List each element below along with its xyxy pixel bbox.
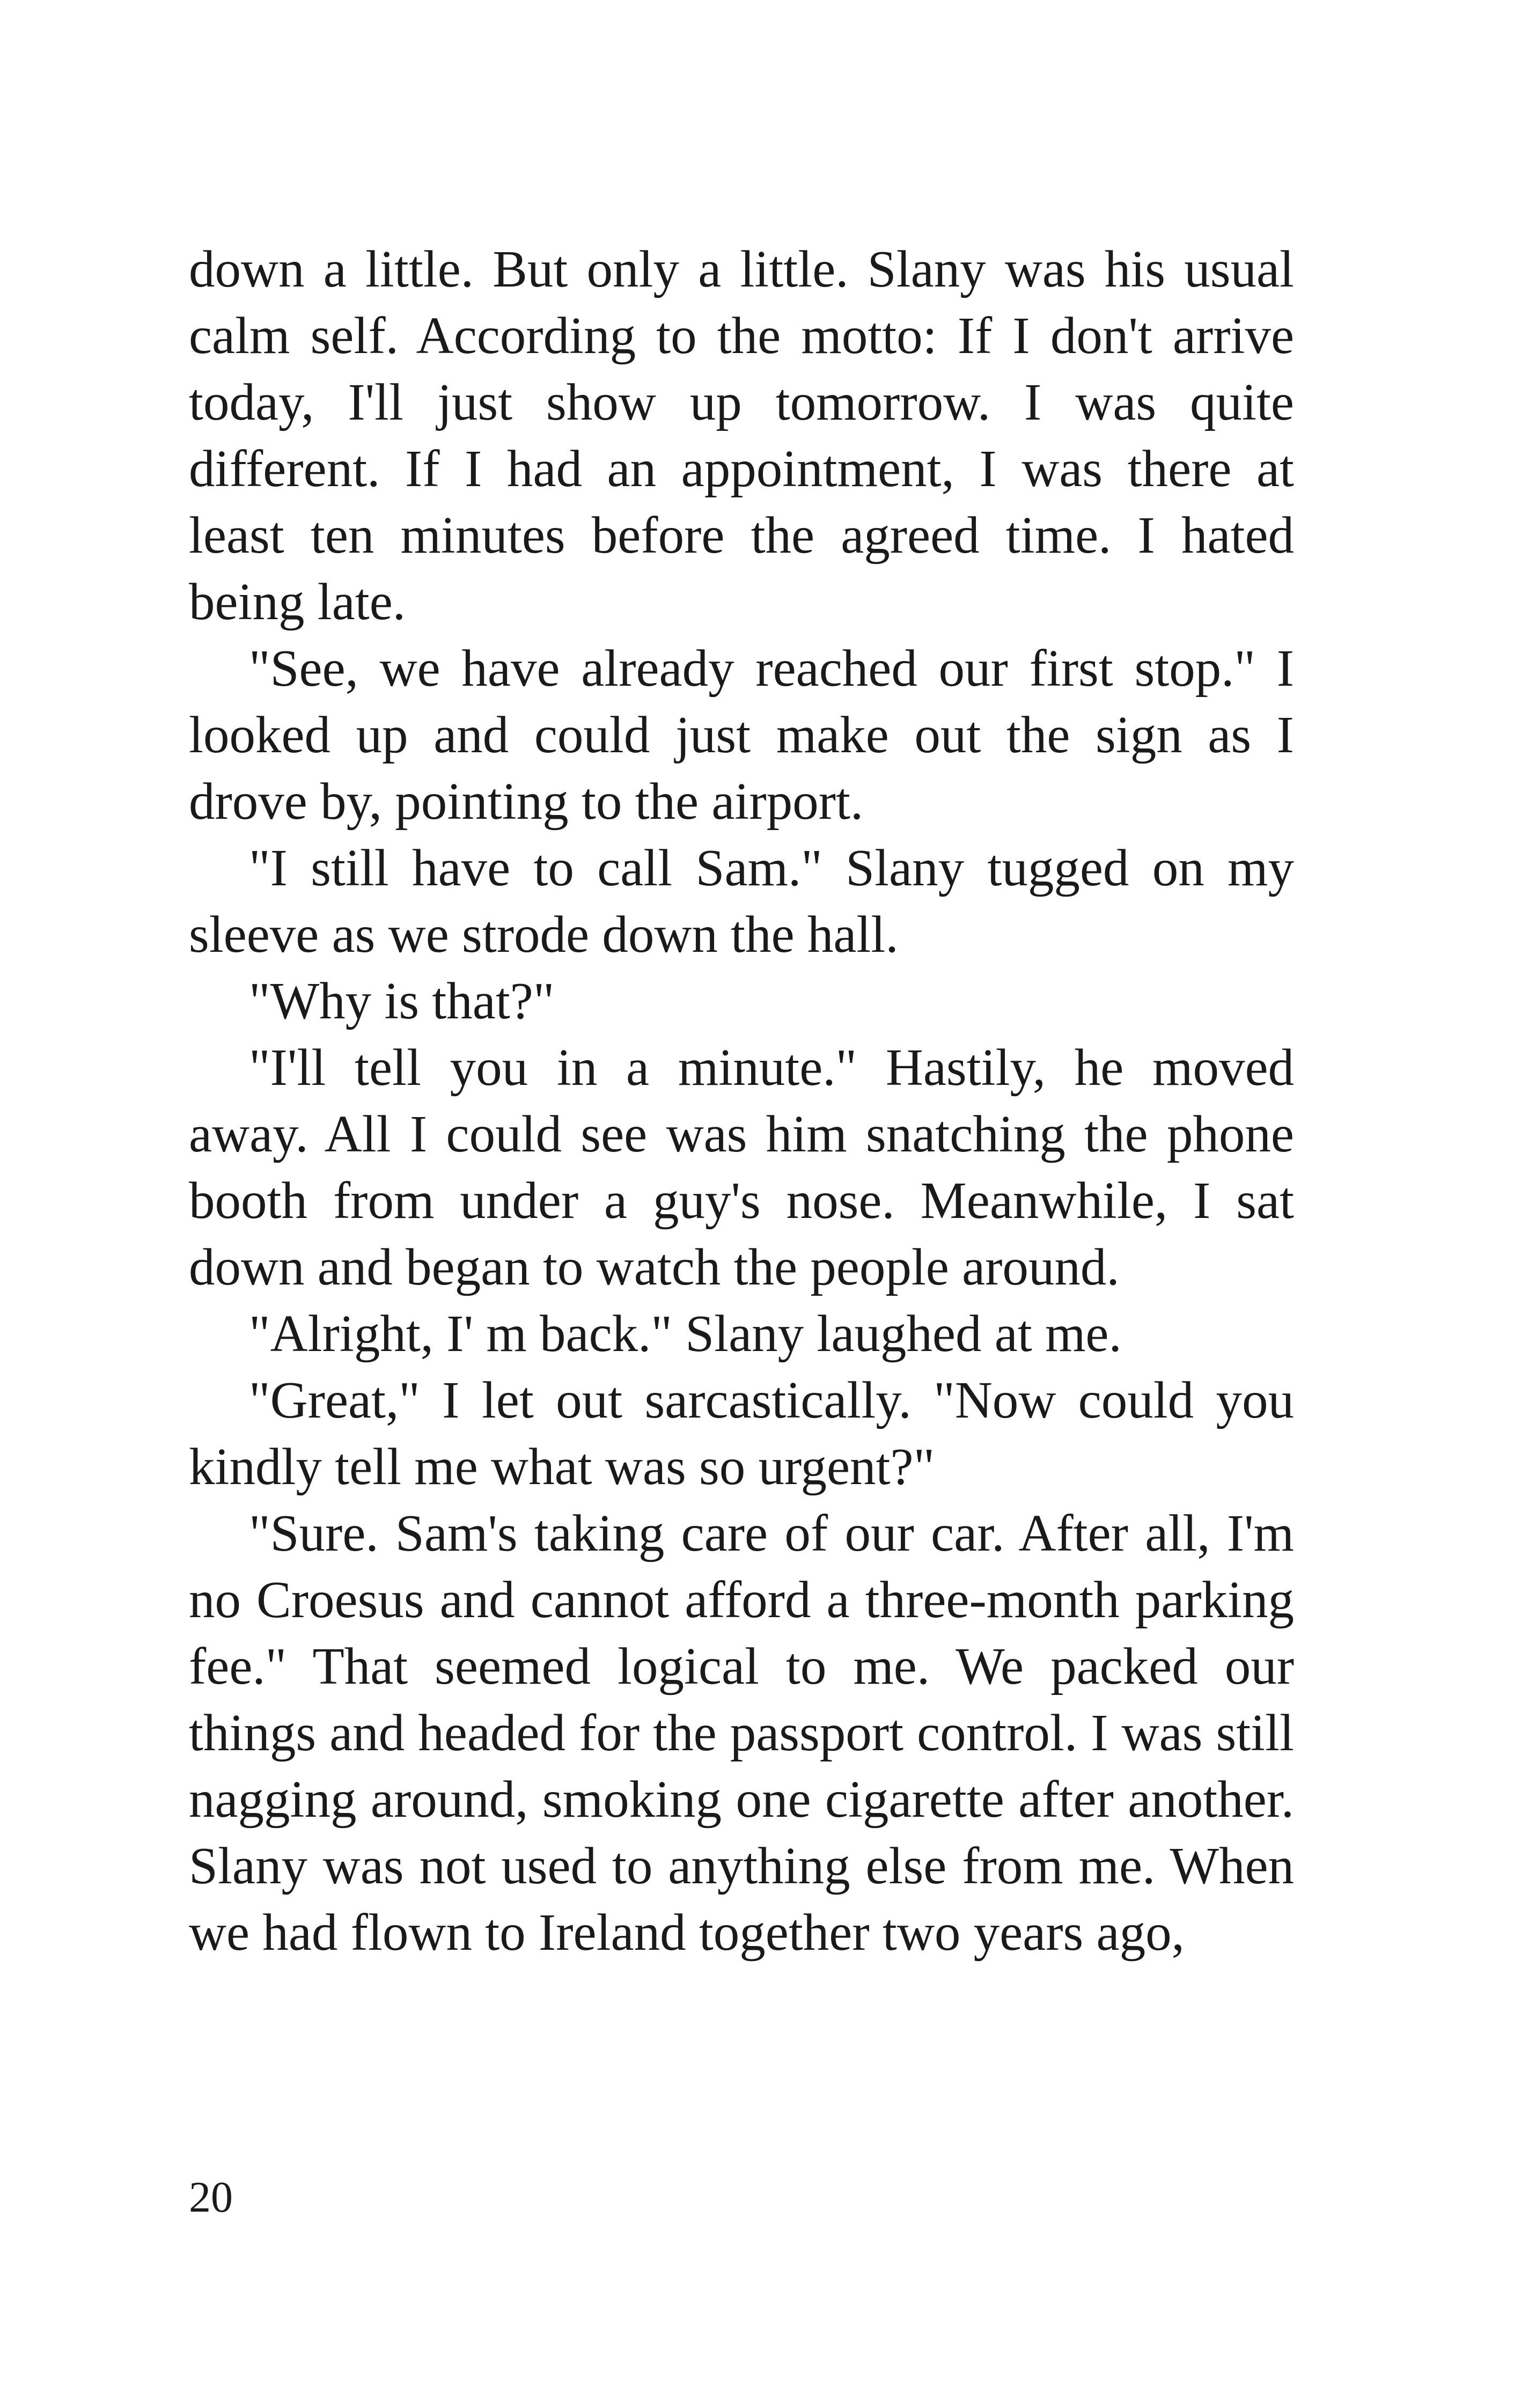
paragraph-5: "I'll tell you in a minute." Hastily, he moved away. All I could see was him snatching the phone booth from under a guy's nose. Meanwhile, I sat down and began to watch the people around. — [189, 1039, 1294, 1296]
page-number: 20 — [189, 2172, 233, 2221]
paragraph-2: "See, we have already reached our first stop." I looked up and could just make out the sign as I drove by, pointing to the airport. — [189, 640, 1294, 830]
paragraph-1: down a little. But only a little. Slany was his usual calm self. According to the motto: If I don't arrive today, I'll just show up tomorrow. I was quite different. If I had an appointment, I was there at least ten minutes before the agreed time. I hated being late. — [189, 240, 1294, 630]
paragraph-4: "Why is that?" — [249, 972, 555, 1030]
paragraph-6: "Alright, I' m back." Slany laughed at me. — [249, 1305, 1122, 1362]
body-text — [189, 236, 1294, 1966]
paragraph-3: "I still have to call Sam." Slany tugged on my sleeve as we strode down the hall. — [189, 839, 1294, 963]
paragraph-8: "Sure. Sam's taking care of our car. After all, I'm no Croesus and cannot afford a three-month parking fee." That seemed logical to me. We packed our things and headed for the passport control. I was still nagging around, smoking one cigarette after another. Slany was not used to anything else from me. When we had flown to Ireland together two years ago, — [189, 1504, 1294, 1961]
paragraph-7: "Great," I let out sarcastically. "Now could you kindly tell me what was so urgent?" — [189, 1371, 1294, 1495]
